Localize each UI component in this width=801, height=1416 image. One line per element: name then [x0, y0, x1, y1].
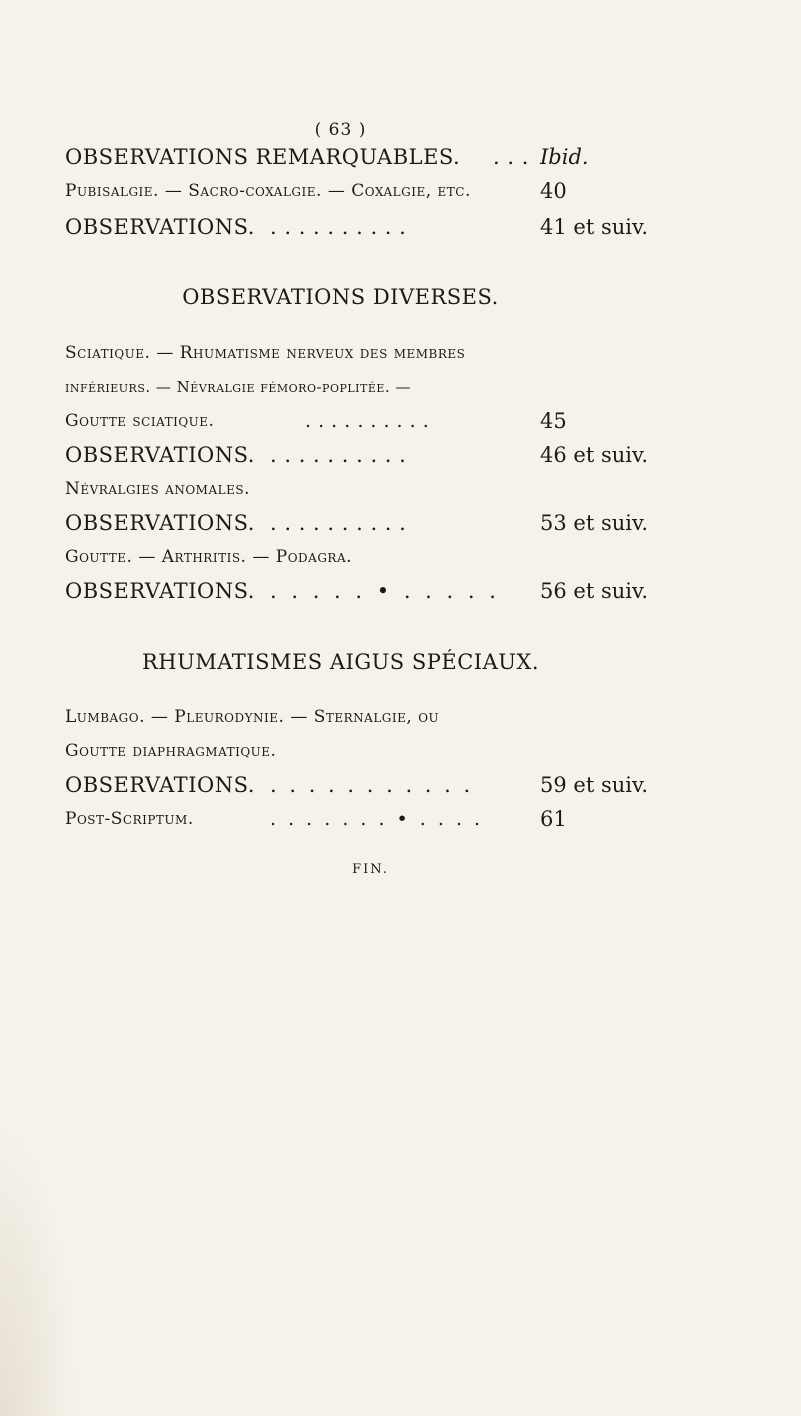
toc-entry-label: Lumbago. — Pleurodynie. — Sternalgie, ou [65, 707, 440, 727]
toc-entry-page: 40 [540, 179, 567, 203]
toc-entry-label: OBSERVATIONS REMARQUABLES. [65, 145, 461, 169]
toc-entry [65, 506, 755, 540]
toc-entry [65, 768, 755, 802]
section-heading-divers: OBSERVATIONS DIVERSES. [182, 285, 499, 309]
toc-entry-leaders: . . . . . . . . . . [270, 215, 407, 239]
toc-entry [65, 540, 755, 574]
toc-entry-leaders: . . . . . . . • . . . . [270, 808, 484, 830]
toc-entry-page: 56 et suiv. [540, 579, 649, 603]
toc-entry [65, 472, 755, 506]
toc-entry [65, 210, 755, 244]
toc-entry-label: OBSERVATIONS. [65, 443, 255, 467]
toc-entry-label: Sciatique. — Rhumatisme nerveux des membres [65, 343, 466, 363]
paper-stain [0, 1116, 80, 1416]
end-mark: FIN. [352, 862, 389, 877]
section-heading-rhumatismes: RHUMATISMES AIGUS SPÉCIAUX. [141, 650, 540, 674]
toc-entry-label: Goutte diaphragmatique. [65, 741, 277, 761]
toc-entry-label: OBSERVATIONS. [65, 511, 255, 535]
toc-entry [65, 140, 755, 174]
toc-entry-leaders: . . . . . . . . . . [270, 511, 407, 535]
toc-entry-label: Goutte sciatique. [65, 411, 215, 431]
toc-entry-page: 53 et suiv. [540, 511, 649, 535]
toc-entry-label: OBSERVATIONS. [65, 215, 255, 239]
toc-entry [65, 802, 755, 836]
toc-entry-label: OBSERVATIONS. [65, 773, 255, 797]
toc-entry [65, 404, 755, 438]
toc-entry [65, 574, 755, 608]
toc-entry [65, 700, 755, 734]
toc-entry [65, 438, 755, 472]
toc-entry-page: 61 [540, 807, 567, 831]
toc-entry-leaders: . . . [493, 145, 529, 169]
toc-entry-leaders: . . . . . . . . . . [305, 410, 430, 432]
toc-entry [65, 370, 755, 404]
toc-entry-leaders: . . . . . . . . . . [270, 443, 407, 467]
toc-entry-label: Pubisalgie. — Sacro-coxalgie. — Coxalgie, etc. [65, 181, 471, 201]
toc-entry-leaders: . . . . . . . . . . . [270, 773, 474, 797]
toc-entry-label: Névralgies anomales. [65, 479, 250, 499]
toc-entry-label: inférieurs. — Névralgie fémoro-poplitée. — [65, 378, 411, 396]
toc-entry [65, 174, 755, 208]
toc-entry-label: OBSERVATIONS. [65, 579, 255, 603]
toc-entry-page: Ibid. [540, 145, 589, 169]
toc-entry-label: Post-Scriptum. [65, 809, 194, 829]
toc-entry-label: Goutte. — Arthritis. — Podagra. [65, 547, 353, 567]
toc-entry [65, 734, 755, 768]
toc-entry-page: 46 et suiv. [540, 443, 649, 467]
toc-entry-page: 45 [540, 409, 567, 433]
toc-entry-leaders: . . . . . • . . . . . [270, 579, 500, 603]
toc-entry-page: 59 et suiv. [540, 773, 649, 797]
page-number: ( 63 ) [314, 120, 367, 140]
toc-entry-page: 41 et suiv. [540, 215, 649, 239]
toc-entry [65, 336, 755, 370]
